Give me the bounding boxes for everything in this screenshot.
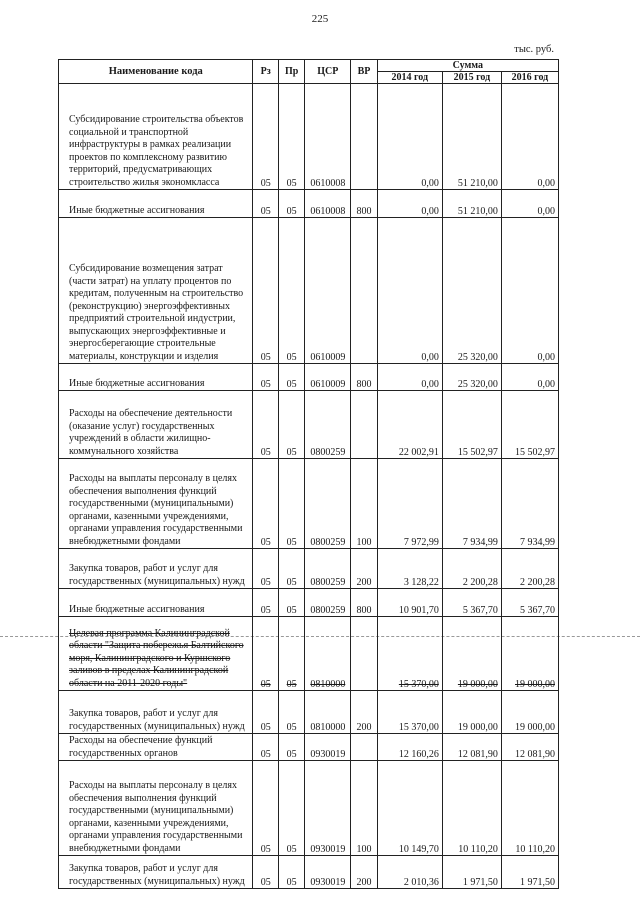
row-name: Целевая программа Калининградской области "Защита побережья Балтийского моря, Калининградского и Куршского заливов в пределах Калининградской области на 2011-2020 годы" — [59, 617, 253, 691]
row-name: Расходы на выплаты персоналу в целях обеспечения выполнения функций государственными (муниципальными) органами, казенными учреждениями, органами управления государственными внебюджетными фондами — [59, 761, 253, 856]
row-rz: 05 — [253, 691, 278, 734]
row-name: Закупка товаров, работ и услуг для государственных (муниципальных) нужд — [59, 549, 253, 589]
row-2015: 10 110,20 — [442, 761, 501, 856]
row-2015: 12 081,90 — [442, 734, 501, 761]
row-2014: 12 160,26 — [377, 734, 442, 761]
row-rz: 05 — [253, 391, 278, 459]
row-csr: 0800259 — [305, 589, 351, 617]
row-2016: 0,00 — [501, 84, 558, 190]
row-2016: 15 502,97 — [501, 391, 558, 459]
row-rz: 05 — [253, 589, 278, 617]
header-2015: 2015 год — [442, 72, 501, 84]
row-pr: 05 — [278, 218, 304, 364]
row-csr: 0610009 — [305, 364, 351, 391]
row-vr — [351, 84, 377, 190]
row-2014: 3 128,22 — [377, 549, 442, 589]
row-2014: 2 010,36 — [377, 856, 442, 889]
row-rz: 05 — [253, 218, 278, 364]
table-row — [59, 617, 559, 691]
row-rz: 05 — [253, 364, 278, 391]
row-pr: 05 — [278, 617, 304, 691]
row-vr: 200 — [351, 549, 377, 589]
row-2015: 19 000,00 — [442, 617, 501, 691]
row-pr: 05 — [278, 734, 304, 761]
row-rz: 05 — [253, 84, 278, 190]
row-vr: 200 — [351, 691, 377, 734]
row-2016: 0,00 — [501, 190, 558, 218]
budget-table — [58, 59, 559, 889]
row-rz: 05 — [253, 734, 278, 761]
row-pr: 05 — [278, 856, 304, 889]
row-2016: 5 367,70 — [501, 589, 558, 617]
row-2015: 25 320,00 — [442, 364, 501, 391]
row-2015: 15 502,97 — [442, 391, 501, 459]
row-2015: 19 000,00 — [442, 691, 501, 734]
row-name: Закупка товаров, работ и услуг для государственных (муниципальных) нужд — [59, 691, 253, 734]
row-name: Иные бюджетные ассигнования — [59, 364, 253, 391]
row-2014: 22 002,91 — [377, 391, 442, 459]
table-row — [59, 734, 559, 761]
header-name: Наименование кода — [59, 60, 253, 84]
row-csr: 0810000 — [305, 617, 351, 691]
row-csr: 0610008 — [305, 190, 351, 218]
table-row — [59, 761, 559, 856]
table-row — [59, 459, 559, 549]
row-pr: 05 — [278, 459, 304, 549]
row-2014: 10 149,70 — [377, 761, 442, 856]
row-pr: 05 — [278, 84, 304, 190]
row-name: Расходы на обеспечение функций государственных органов — [59, 734, 253, 761]
row-vr — [351, 617, 377, 691]
row-name: Закупка товаров, работ и услуг для государственных (муниципальных) нужд — [59, 856, 253, 889]
row-rz: 05 — [253, 856, 278, 889]
row-pr: 05 — [278, 190, 304, 218]
row-name: Субсидирование возмещения затрат (части затрат) на уплату процентов по кредитам, полученным на строительство (реконструкцию) энергоэффективных предприятий строительной индустрии, выпускающих энергоэффективные и энергосберегающие строительные материалы, конструкции и изделия — [59, 218, 253, 364]
table-row — [59, 549, 559, 589]
header-pr: Пр — [278, 60, 304, 84]
row-2016: 2 200,28 — [501, 549, 558, 589]
header-sum: Сумма — [377, 60, 558, 72]
row-pr: 05 — [278, 549, 304, 589]
table-row — [59, 218, 559, 364]
row-rz: 05 — [253, 459, 278, 549]
row-2016: 0,00 — [501, 364, 558, 391]
row-pr: 05 — [278, 691, 304, 734]
row-2015: 7 934,99 — [442, 459, 501, 549]
row-csr: 0930019 — [305, 761, 351, 856]
row-csr: 0610008 — [305, 84, 351, 190]
row-2014: 15 370,00 — [377, 691, 442, 734]
header-row — [59, 60, 559, 72]
row-csr: 0800259 — [305, 459, 351, 549]
row-2016: 10 110,20 — [501, 761, 558, 856]
row-2015: 5 367,70 — [442, 589, 501, 617]
table-row — [59, 84, 559, 190]
table-row — [59, 364, 559, 391]
table-row — [59, 691, 559, 734]
row-vr: 100 — [351, 761, 377, 856]
row-2016: 19 000,00 — [501, 617, 558, 691]
row-rz: 05 — [253, 190, 278, 218]
row-csr: 0800259 — [305, 549, 351, 589]
row-2014: 0,00 — [377, 218, 442, 364]
header-vr: ВР — [351, 60, 377, 84]
header-2014: 2014 год — [377, 72, 442, 84]
row-name: Субсидирование строительства объектов социальной и транспортной инфраструктуры в рамках реализации проектов по комплексному развитию территорий, предусматривающих строительство жилья экономкласса — [59, 84, 253, 190]
row-2016: 12 081,90 — [501, 734, 558, 761]
row-name: Иные бюджетные ассигнования — [59, 589, 253, 617]
row-2015: 51 210,00 — [442, 84, 501, 190]
row-csr: 0810000 — [305, 691, 351, 734]
row-2015: 25 320,00 — [442, 218, 501, 364]
row-vr: 200 — [351, 856, 377, 889]
row-rz: 05 — [253, 549, 278, 589]
row-2014: 10 901,70 — [377, 589, 442, 617]
row-csr: 0930019 — [305, 856, 351, 889]
row-2014: 7 972,99 — [377, 459, 442, 549]
row-csr: 0930019 — [305, 734, 351, 761]
row-pr: 05 — [278, 589, 304, 617]
row-pr: 05 — [278, 391, 304, 459]
row-rz: 05 — [253, 761, 278, 856]
row-csr: 0610009 — [305, 218, 351, 364]
row-vr: 800 — [351, 190, 377, 218]
row-2016: 19 000,00 — [501, 691, 558, 734]
row-rz: 05 — [253, 617, 278, 691]
row-2015: 51 210,00 — [442, 190, 501, 218]
header-2016: 2016 год — [501, 72, 558, 84]
row-vr — [351, 734, 377, 761]
table-row — [59, 190, 559, 218]
row-2015: 2 200,28 — [442, 549, 501, 589]
row-name: Расходы на выплаты персоналу в целях обеспечения выполнения функций государственными (муниципальными) органами, казенными учреждениями, органами управления государственными внебюджетными фондами — [59, 459, 253, 549]
header-csr: ЦСР — [305, 60, 351, 84]
row-2014: 0,00 — [377, 364, 442, 391]
row-vr: 800 — [351, 589, 377, 617]
row-2014: 0,00 — [377, 84, 442, 190]
row-name: Иные бюджетные ассигнования — [59, 190, 253, 218]
units-label: тыс. руб. — [514, 44, 554, 55]
table-row — [59, 589, 559, 617]
header-rz: Рз — [253, 60, 278, 84]
row-2016: 7 934,99 — [501, 459, 558, 549]
row-2014: 0,00 — [377, 190, 442, 218]
row-2016: 1 971,50 — [501, 856, 558, 889]
row-vr: 100 — [351, 459, 377, 549]
row-vr — [351, 218, 377, 364]
row-pr: 05 — [278, 364, 304, 391]
table-row — [59, 391, 559, 459]
row-2016: 0,00 — [501, 218, 558, 364]
row-vr — [351, 391, 377, 459]
row-name: Расходы на обеспечение деятельности (оказание услуг) государственных учреждений в области жилищно-коммунального хозяйства — [59, 391, 253, 459]
page-number: 225 — [311, 13, 329, 25]
row-csr: 0800259 — [305, 391, 351, 459]
table-row — [59, 856, 559, 889]
row-pr: 05 — [278, 761, 304, 856]
row-2014: 15 370,00 — [377, 617, 442, 691]
row-2015: 1 971,50 — [442, 856, 501, 889]
row-vr: 800 — [351, 364, 377, 391]
